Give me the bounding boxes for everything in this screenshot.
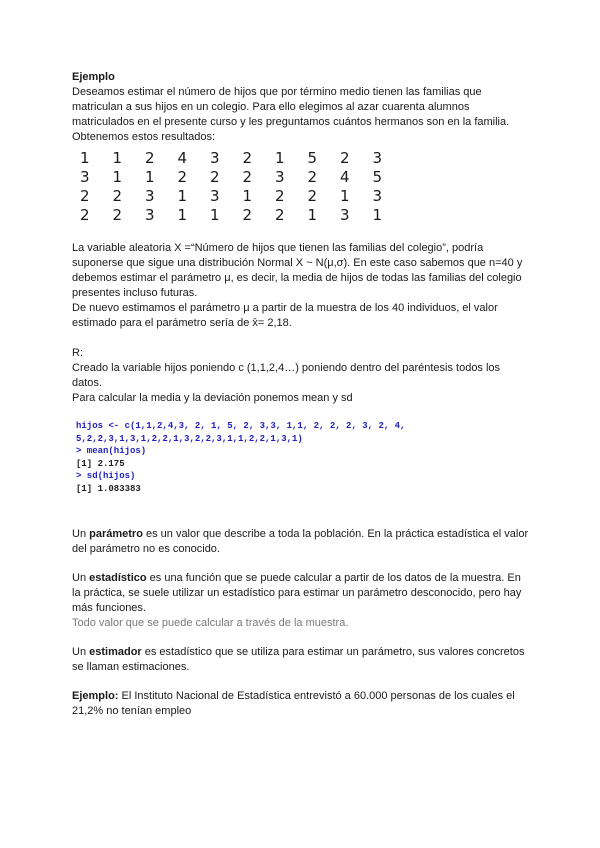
term-estimador: estimador [89,646,142,658]
data-cell: 2 [307,187,318,205]
data-cell: 1 [210,206,220,224]
text: El Instituto Nacional de Estadística entrevistó a 60.000 personas de los cuales el 21,2% no tenían empleo [72,690,515,717]
r-label: R: [72,347,83,359]
data-cell: 1 [112,168,123,186]
text: es un valor que describe a toda la población. En la práctica estadística el valor del parámetro no es conocido. [72,528,529,555]
data-cell: 1 [145,168,155,186]
code-line: hijos <- c(1,1,2,4,3, 2, 1, 5, 2, 3,3, 1,1, 2, 2, 2, 3, 2, 4, [76,421,406,431]
data-cell: 1 [275,149,285,167]
data-cell: 2 [177,168,188,186]
data-cell: 4 [340,168,350,186]
data-cell: 2 [242,206,253,224]
data-cell: 3 [372,149,383,167]
data-cell: 2 [112,187,123,205]
r-paragraph-1: Creado la variable hijos poniendo c (1,1,2,4…) poniendo dentro del paréntesis todos los datos. [72,362,501,389]
data-cell: 2 [275,206,285,224]
text: Un [72,572,90,584]
code-output: [1] 2.175 [76,458,125,469]
ejemplo2-label: Ejemplo: [72,690,119,702]
data-cell: 3 [210,187,220,205]
code-line: 5,2,2,3,1,3,1,2,2,1,3,2,2,3,1,1,2,2,1,3,1) [76,433,303,444]
data-cell: 4 [177,149,188,167]
data-cell: 3 [145,187,155,205]
data-cell: 3 [372,187,383,205]
estadistico-paragraph [72,571,532,616]
data-cell: 2 [112,206,123,224]
ejemplo2-paragraph [72,689,532,719]
data-cell: 1 [340,187,350,205]
code-line: > mean(hijos) [76,446,147,456]
data-cell: 5 [307,149,318,167]
data-cell: 3 [340,206,350,224]
variable-paragraph: La variable aleatoria X =“Número de hijos que tienen las familias del colegio”, podría suponerse que sigue una distribución Normal X ~ N(μ,σ). En este caso sabemos que n=40 y debemos estimar el parámetro μ, es decir, la media de hijos de todas las familias del colegio presentes incluso futuras. [72,242,523,299]
text: Un [72,528,90,540]
code-line: > sd(hijos) [76,471,136,481]
data-cell: 1 [112,149,123,167]
data-cell: 1 [80,149,90,167]
data-cell: 5 [372,168,383,186]
data-cell: 1 [177,187,188,205]
data-cell: 2 [242,149,253,167]
code-output: [1] 1.083383 [76,483,141,494]
data-cell: 3 [275,168,285,186]
data-cell: 3 [145,206,155,224]
estimate-paragraph: De nuevo estimamos el parámetro μ a partir de la muestra de los 40 individuos, el valor estimado para el parámetro sería de x̄= 2,18. [72,302,498,329]
data-cell: 1 [177,206,188,224]
data-cell: 2 [275,187,285,205]
data-cell: 2 [307,168,318,186]
data-cell: 1 [372,206,383,224]
example-title: Ejemplo [72,71,115,83]
term-estadistico: estadístico [89,572,147,584]
data-cell: 2 [242,168,253,186]
estimador-paragraph [72,645,532,675]
data-cell: 3 [210,149,220,167]
results-label: Obtenemos estos resultados: [72,131,216,143]
text: es una función que se puede calcular a partir de los datos de la muestra. En la práctica, se suele utilizar un estadístico para estimar un parámetro desconocido, pero hay más funciones. [72,572,522,614]
data-cell: 3 [80,168,90,186]
data-cell: 1 [242,187,253,205]
data-cell: 2 [145,149,155,167]
data-cell: 2 [80,206,90,224]
text: es estadístico que se utiliza para estimar un parámetro, sus valores concretos se llaman estimaciones. [72,646,525,673]
parametro-paragraph [72,527,532,557]
gray-note: Todo valor que se puede calcular a través de la muestra. [72,617,349,629]
data-cell: 2 [210,168,220,186]
r-paragraph-2: Para calcular la media y la deviación ponemos mean y sd [72,392,353,404]
data-cell: 2 [80,187,90,205]
r-code-block [76,420,532,495]
data-table [80,149,532,225]
intro-paragraph: Deseamos estimar el número de hijos que por término medio tienen las familias que matriculan a sus hijos en un colegio. Para ello elegimos al azar cuarenta alumnos matriculados en el presente curso y les preguntamos cuántos hermanos son en la familia. [72,86,510,128]
text: Un [72,646,90,658]
term-parametro: parámetro [89,528,143,540]
data-cell: 2 [340,149,350,167]
data-cell: 1 [307,206,318,224]
document-page [72,70,532,719]
